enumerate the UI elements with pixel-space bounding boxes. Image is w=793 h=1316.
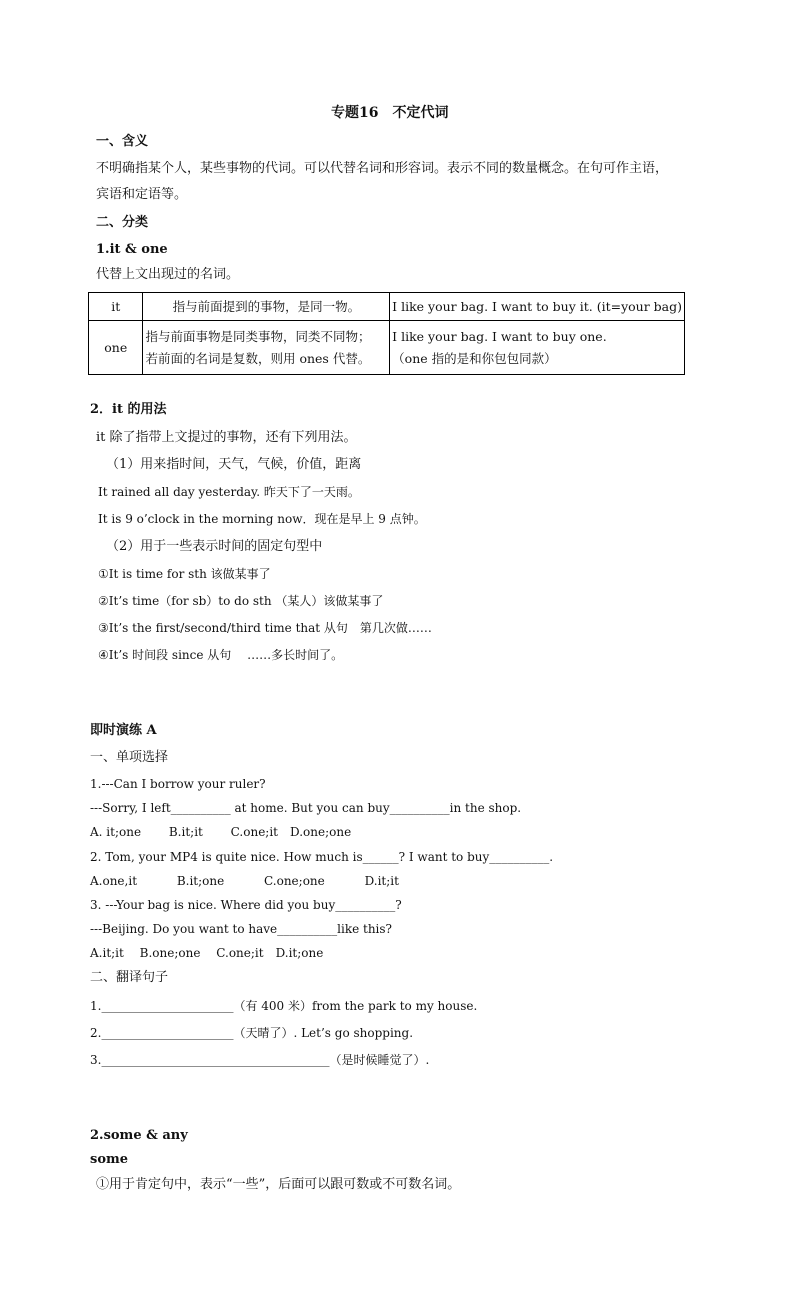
exercise-heading: 即时演练 A xyxy=(90,723,157,738)
it-pattern-item: ③It’s the first/second/third time that 从句 第几次做…… xyxy=(98,621,432,635)
example-line: I like your bag. I want to buy it. (it=your bag) xyxy=(392,298,682,314)
it-usage-intro: it 除了指带上文提过的事物，还有下列用法。 xyxy=(96,430,357,445)
translation-item: 3.______________________________________（是时候睡觉了）. xyxy=(90,1053,430,1067)
it-usage-example1: It rained all day yesterday. 昨天下了一天雨。 xyxy=(98,485,360,499)
exercise-part1-heading: 一、单项选择 xyxy=(90,750,169,765)
question-1-line1: 1.---Can I borrow your ruler? xyxy=(90,777,266,791)
question-2: 2. Tom, your MP4 is quite nice. How much is______? I want to buy__________. xyxy=(90,850,554,864)
question-1-options: A. it;one B.it;it C.one;it D.one;one xyxy=(90,825,352,839)
page-title: 专题16 不定代词 xyxy=(331,105,449,121)
meaning-line: 指与前面提到的事物，是同一物。 xyxy=(172,298,361,314)
translation-item: 2.______________________（天晴了）. Let’s go shopping. xyxy=(90,1026,414,1040)
table-row xyxy=(89,321,685,375)
question-2-options: A.one,it B.it;one C.one;one D.it;it xyxy=(90,874,399,888)
table-row xyxy=(89,293,685,321)
subheading-it-one: 1.it & one xyxy=(96,242,168,257)
question-3-line1: 3. ---Your bag is nice. Where did you buy__________? xyxy=(90,898,402,912)
meaning-text-line2: 宾语和定语等。 xyxy=(96,187,188,202)
some-usage-item: ①用于肯定句中，表示“一些”，后面可以跟可数或不可数名词。 xyxy=(96,1177,461,1192)
table-cell-meaning xyxy=(143,293,390,321)
question-3-options: A.it;it B.one;one C.one;it D.it;one xyxy=(90,946,324,960)
subheading-it-usage: 2．it 的用法 xyxy=(90,402,167,417)
section-heading-meaning: 一、含义 xyxy=(96,134,149,149)
question-1-line2: ---Sorry, I left__________ at home. But you can buy__________in the shop. xyxy=(90,801,522,815)
subheading-some: some xyxy=(90,1152,129,1167)
example-line: （one 指的是和你包包同款） xyxy=(392,350,557,366)
it-usage-example2: It is 9 o’clock in the morning now．现在是早上 9 点钟。 xyxy=(98,512,426,526)
table-cell-word: it xyxy=(89,293,143,321)
question-3-line2: ---Beijing. Do you want to have__________like this? xyxy=(90,922,392,936)
table-cell-word: one xyxy=(89,321,143,375)
table-cell-meaning xyxy=(143,321,390,375)
example-line: I like your bag. I want to buy one. xyxy=(392,328,607,344)
section-heading-category: 二、分类 xyxy=(96,215,149,230)
it-usage-point2: （2）用于一些表示时间的固定句型中 xyxy=(106,539,323,554)
it-pattern-item: ①It is time for sth 该做某事了 xyxy=(98,567,271,581)
translation-item: 1.______________________（有 400 米）from the park to my house. xyxy=(90,999,478,1013)
meaning-text-line1: 不明确指某个人，某些事物的代词。可以代替名词和形容词。表示不同的数量概念。在句可作主语， xyxy=(96,161,669,176)
exercise-part2-heading: 二、翻译句子 xyxy=(90,970,169,985)
it-pattern-item: ④It’s 时间段 since 从句 ……多长时间了。 xyxy=(98,648,344,662)
meaning-line: 指与前面事物是同类事物，同类不同物； xyxy=(145,328,371,344)
it-usage-point1: （1）用来指时间，天气，气候，价值，距离 xyxy=(106,457,362,472)
table-cell-example xyxy=(390,293,685,321)
it-one-table xyxy=(88,292,685,375)
it-pattern-item: ②It’s time（for sb）to do sth （某人）该做某事了 xyxy=(98,594,384,608)
table-cell-example xyxy=(390,321,685,375)
it-one-description: 代替上文出现过的名词。 xyxy=(96,267,240,282)
subheading-some-any: 2.some & any xyxy=(90,1128,188,1143)
meaning-line: 若前面的名词是复数，则用 ones 代替。 xyxy=(145,350,371,366)
